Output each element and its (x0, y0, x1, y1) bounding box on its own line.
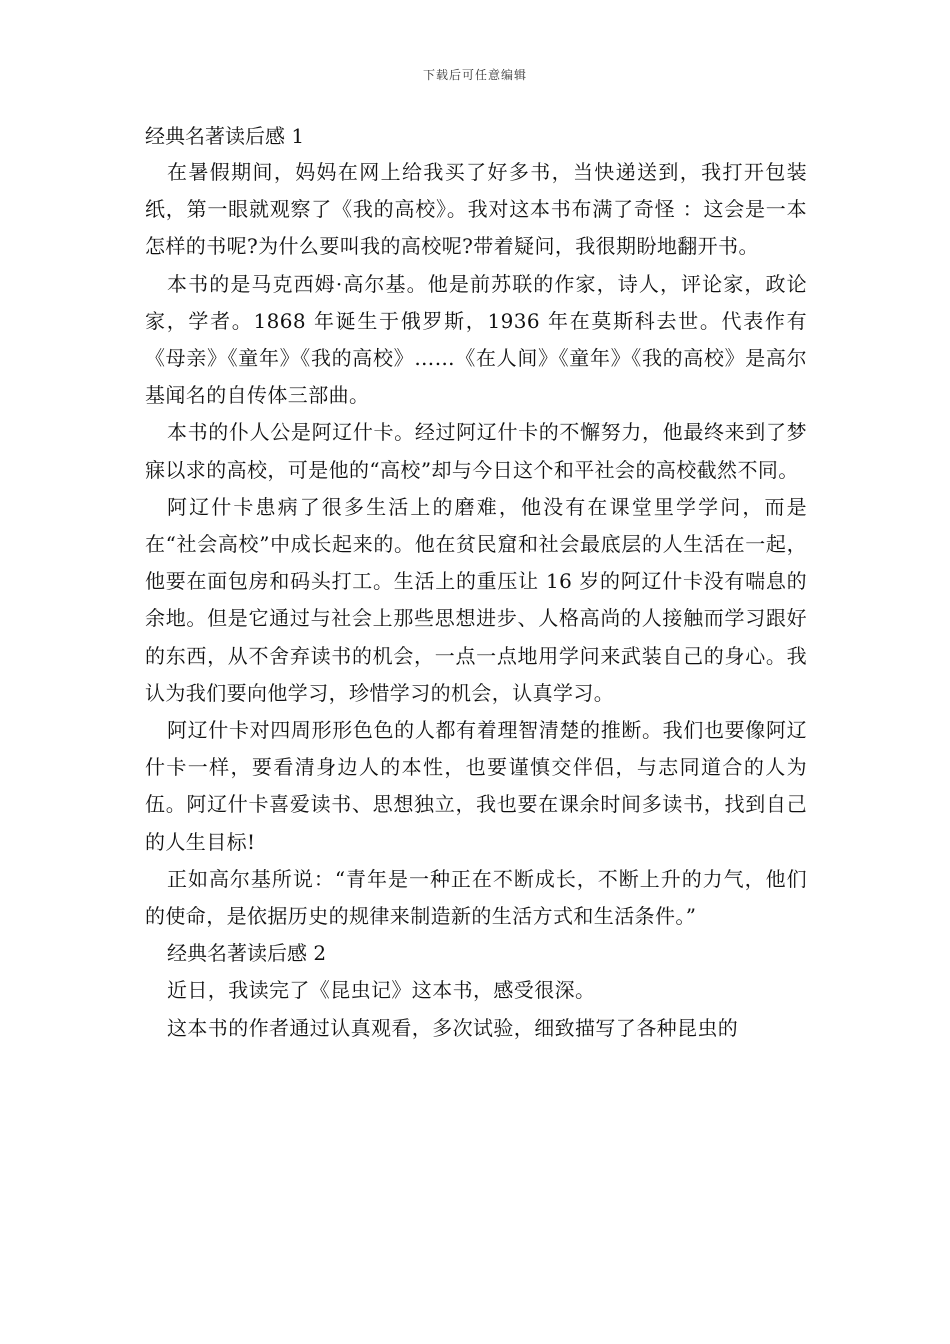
article1-paragraph-1: 在暑假期间，妈妈在网上给我买了好多书，当快递送到，我打开包装纸，第一眼就观察了《我的高校》。我对这本书布满了奇怪 ：这会是一本怎样的书呢?为什么要叫我的高校呢?带着疑问，我很期盼地翻开书。 (145, 160, 807, 259)
article1-paragraph-6: 正如高尔基所说：“青年是一种正在不断成长，不断上升的力气，他们的使命，是依据历史的规律来制造新的生活方式和生活条件。” (145, 866, 807, 929)
article1-paragraph-4: 阿辽什卡患病了很多生活上的磨难，他没有在课堂里学学问，而是在“社会高校”中成长起来的。他在贫民窟和社会最底层的人生活在一起，他要在面包房和码头打工。生活上的重压让 16 岁的阿辽什卡没有喘息的余地。但是它通过与社会上那些思想进步、人格高尚的人接触而学习跟好的东西，从不舍弃读书的机会，一点一点地用学问来武装自己的身心。我认为我们要向他学习，珍惜学习的机会，认真学习。 (145, 494, 807, 705)
article1-paragraph-2: 本书的是马克西姆·高尔基。他是前苏联的作家，诗人，评论家，政论家，学者。1868 年诞生于俄罗斯，1936 年在莫斯科去世。代表作有《母亲》《童年》《我的高校》……《在人间》《童年》《我的高校》是高尔基闻名的自传体三部曲。 (145, 271, 807, 408)
article1-paragraph-5: 阿辽什卡对四周形形色色的人都有着理智清楚的推断。我们也要像阿辽什卡一样，要看清身边人的本性，也要谨慎交伴侣，与志同道合的人为伍。阿辽什卡喜爱读书、思想独立，我也要在课余时间多读书，找到自己的人生目标! (145, 718, 807, 854)
article1-title: 经典名著读后感 1 (145, 124, 305, 148)
article2-paragraph-1: 近日，我读完了《昆虫记》这本书，感受很深。 (167, 978, 596, 1003)
article1-paragraph-3: 本书的仆人公是阿辽什卡。经过阿辽什卡的不懈努力，他最终来到了梦寐以求的高校，可是他的“高校”却与今日这个和平社会的高校截然不同。 (145, 420, 807, 482)
page-header: 下载后可任意编辑 (422, 68, 527, 82)
article2-paragraph-2: 这本书的作者通过认真观看，多次试验，细致描写了各种昆虫的 (167, 1015, 739, 1040)
document-body (145, 118, 807, 1047)
article2-title: 经典名著读后感 2 (167, 941, 327, 966)
